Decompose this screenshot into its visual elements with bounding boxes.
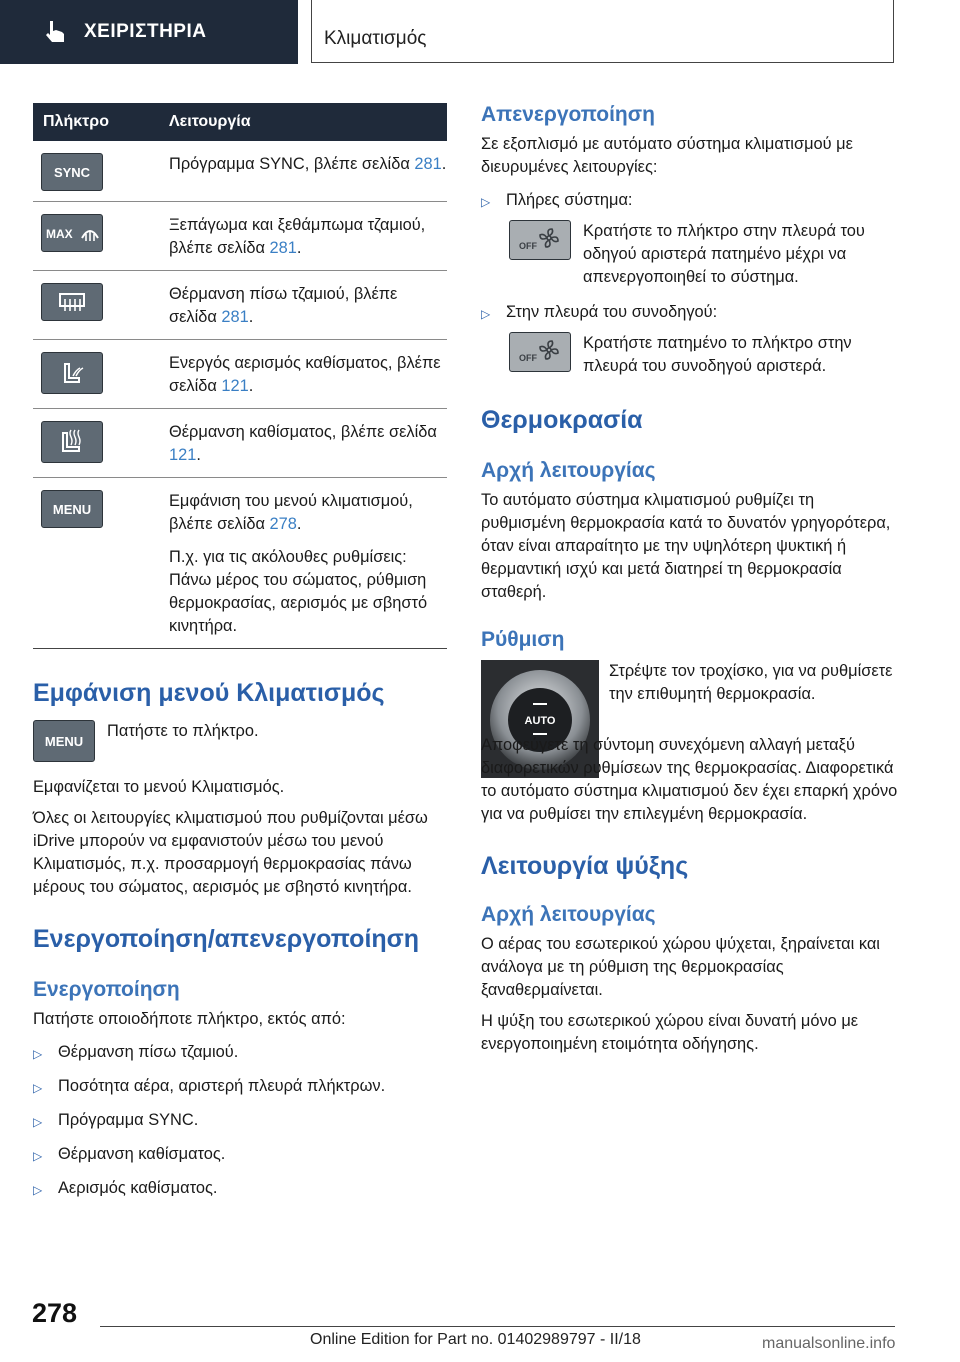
list-item: ▷ Πλήρες σύστημα: [481,189,901,214]
triangle-bullet-icon: ▷ [481,195,491,209]
table-row: MENU Εμφάνιση του μενού κλιματισμού, βλέπε σελίδα 278. Π.χ. για τις ακόλουθες ρυθμίσεις: Πάνω μέρος του σώματος, ρύθμιση θερμοκρασίας, αερισμός με σβηστό κινητήρα. [33,478,447,649]
page-link[interactable]: 281 [414,155,442,173]
passenger-text: Κρατήστε πατημένο το πλήκτρο στην πλευρά του συνοδηγού αριστερά. [583,334,852,375]
page-link[interactable]: 281 [269,239,297,257]
table-header-row [33,103,447,141]
page-number: 278 [32,1298,78,1328]
off-intro: Σε εξοπλισμό με αυτόματο σύστημα κλιματισμού με διευρυμένες λειτουργίες: [481,135,853,176]
max-defrost-key-icon [41,214,103,252]
keys-table [33,103,447,649]
section-tab [0,0,298,64]
chapter-tab [311,0,894,63]
menu-key-icon: MENU [33,720,95,762]
menu-press-block [33,720,447,762]
edition-text: Online Edition for Part no. 01402989797 - II/18 [310,1331,641,1348]
svg-text:OFF: OFF [519,353,537,363]
list-item: ▷ Πρόγραμμα SYNC. [33,1109,447,1134]
setting-heading: Ρύθμιση [481,628,565,651]
seat-heating-key-icon [41,421,103,463]
rear-defrost-key-icon [41,283,103,321]
page-link[interactable]: 278 [269,515,297,533]
cool-principle-heading: Αρχή λειτουργίας [481,903,656,926]
table-row: Ενεργός αερισμός καθίσματος, βλέπε σελίδα 121. [33,340,447,409]
temp-principle-text: Το αυτόματο σύστημα κλιματισμού ρυθμίζει τη ρυθμισμένη θερμοκρασία κατά το δυνατόν γρηγορότερα, όταν είναι απαραίτητο με την υψηλότερη ψυκτική ή θερμαντική ισχύ και μετά διατηρεί τη θερμοκρασία σταθερή. [481,491,891,601]
right-column [481,103,901,1056]
fan-off-key-icon [509,220,571,260]
table-row: MAX Ξεπάγωμα και ξεθάμπωμα τζαμιού, βλέπε σελίδα 281. [33,202,447,271]
full-system-block [509,220,901,289]
triangle-bullet-icon: ▷ [33,1081,43,1095]
on-heading: Ενεργοποίηση [33,978,180,1001]
triangle-bullet-icon: ▷ [33,1149,43,1163]
triangle-bullet-icon: ▷ [33,1047,43,1061]
triangle-bullet-icon: ▷ [481,307,491,321]
hand-pointer-icon [40,17,70,47]
temp-principle-heading: Αρχή λειτουργίας [481,459,656,482]
list-item: ▷ Αερισμός καθίσματος. [33,1177,447,1202]
row-extra-text: Π.χ. για τις ακόλουθες ρυθμίσεις: Πάνω μέρος του σώματος, ρύθμιση θερμοκρασίας, αερισμός με σβηστό κινητήρα. [169,548,428,635]
on-intro: Πατήστε οποιοδήποτε πλήκτρο, εκτός από: [33,1010,346,1028]
svg-text:OFF: OFF [519,241,537,251]
svg-text:AUTO: AUTO [524,715,556,727]
menu-paragraph-2: Όλες οι λειτουργίες κλιματισμού που ρυθμίζονται μέσω iDrive μπορούν να εμφανιστούν μέσω του μενού Κλιματισμός, π.χ. προσαρμογή θερμοκρασίας πάνω μέρους του σώματος, αερισμός με σβηστό κινητήρα. [33,809,428,896]
page-link[interactable]: 281 [221,308,249,326]
row-text: Θέρμανση καθίσματος, βλέπε σελίδα [169,423,437,441]
list-item: ▷ Ποσότητα αέρα, αριστερή πλευρά πλήκτρων. [33,1075,447,1100]
footer-divider [100,1326,895,1327]
table-header-function: Λειτουργία [161,103,447,141]
cool-paragraph-2: Η ψύξη του εσωτερικού χώρου είναι δυνατή μόνο με ενεργοποιημένη ετοιμότητα οδήγησης. [481,1012,859,1053]
setting-text-column [609,660,901,706]
passenger-block [509,332,901,378]
svg-text:MAX: MAX [46,227,73,241]
cooling-heading: Λειτουργία ψύξης [481,852,689,880]
page-link[interactable]: 121 [221,377,249,395]
triangle-bullet-icon: ▷ [33,1183,43,1197]
table-row: Θέρμανση πίσω τζαμιού, βλέπε σελίδα 281. [33,271,447,340]
onoff-heading: Ενεργοποίηση/απενεργοποίηση [33,925,420,953]
row-text: Θέρμανση πίσω τζαμιού, βλέπε σελίδα [169,285,398,326]
chapter-title: Κλιματισμός [324,28,427,49]
page-link[interactable]: 121 [169,446,197,464]
setting-paragraph-1: Στρέψτε τον τροχίσκο, για να ρυθμίσετε την επιθυμητή θερμοκρασία. [609,662,893,703]
row-text: Εμφάνιση του μενού κλιματισμού, βλέπε σελίδα [169,492,413,533]
row-text: Ενεργός αερισμός καθίσματος, βλέπε σελίδα [169,354,441,395]
setting-paragraph-2: Αποφεύγετε τη σύντομη συνεχόμενη αλλαγή μεταξύ διαφορετικών ρυθμίσεων της θερμοκρασίας. Διαφορετικά το αυτόματο σύστημα κλιματισμού δεν έχει επαρκή χρόνο για να ρυθμίσει την επιλεγμένη θερμοκρασία. [481,736,898,823]
table-row: SYNC Πρόγραμμα SYNC, βλέπε σελίδα 281. [33,141,447,202]
on-bullet-list [33,1041,447,1202]
list-item: ▷ Θέρμανση πίσω τζαμιού. [33,1041,447,1066]
seat-ventilation-key-icon [41,352,103,394]
menu-paragraph-1: Εμφανίζεται το μενού Κλιματισμός. [33,778,285,796]
cool-paragraph-1: Ο αέρας του εσωτερικού χώρου ψύχεται, ξηραίνεται και ανάλογα με τη ρύθμιση της θερμοκρασίας ξαναθερμαίνεται. [481,935,880,999]
temperature-heading: Θερμοκρασία [481,406,643,434]
watermark: manualsonline.info [762,1335,896,1352]
section-title: ΧΕΙΡΙΣΤΗΡΙΑ [84,21,207,42]
table-header-key: Πλήκτρο [33,103,161,141]
row-text: Ξεπάγωμα και ξεθάμπωμα τζαμιού, βλέπε σελίδα [169,216,426,257]
sync-key-icon: SYNC [41,153,103,191]
row-text: Πρόγραμμα SYNC, βλέπε σελίδα [169,155,415,173]
table-row: Θέρμανση καθίσματος, βλέπε σελίδα 121. [33,409,447,478]
menu-heading: Εμφάνιση μενού Κλιματισμός [33,679,385,707]
menu-press-text: Πατήστε το πλήκτρο. [107,722,259,740]
off-heading: Απενεργοποίηση [481,103,655,126]
fan-off-key-icon [509,332,571,372]
left-column [33,103,447,1202]
menu-key-icon: MENU [41,490,103,528]
triangle-bullet-icon: ▷ [33,1115,43,1129]
full-system-text: Κρατήστε το πλήκτρο στην πλευρά του οδηγού αριστερά πατημένο μέχρι να απενεργοποιηθεί το σύστημα. [583,222,865,286]
list-item: ▷ Θέρμανση καθίσματος. [33,1143,447,1168]
list-item: ▷ Στην πλευρά του συνοδηγού: [481,301,901,326]
